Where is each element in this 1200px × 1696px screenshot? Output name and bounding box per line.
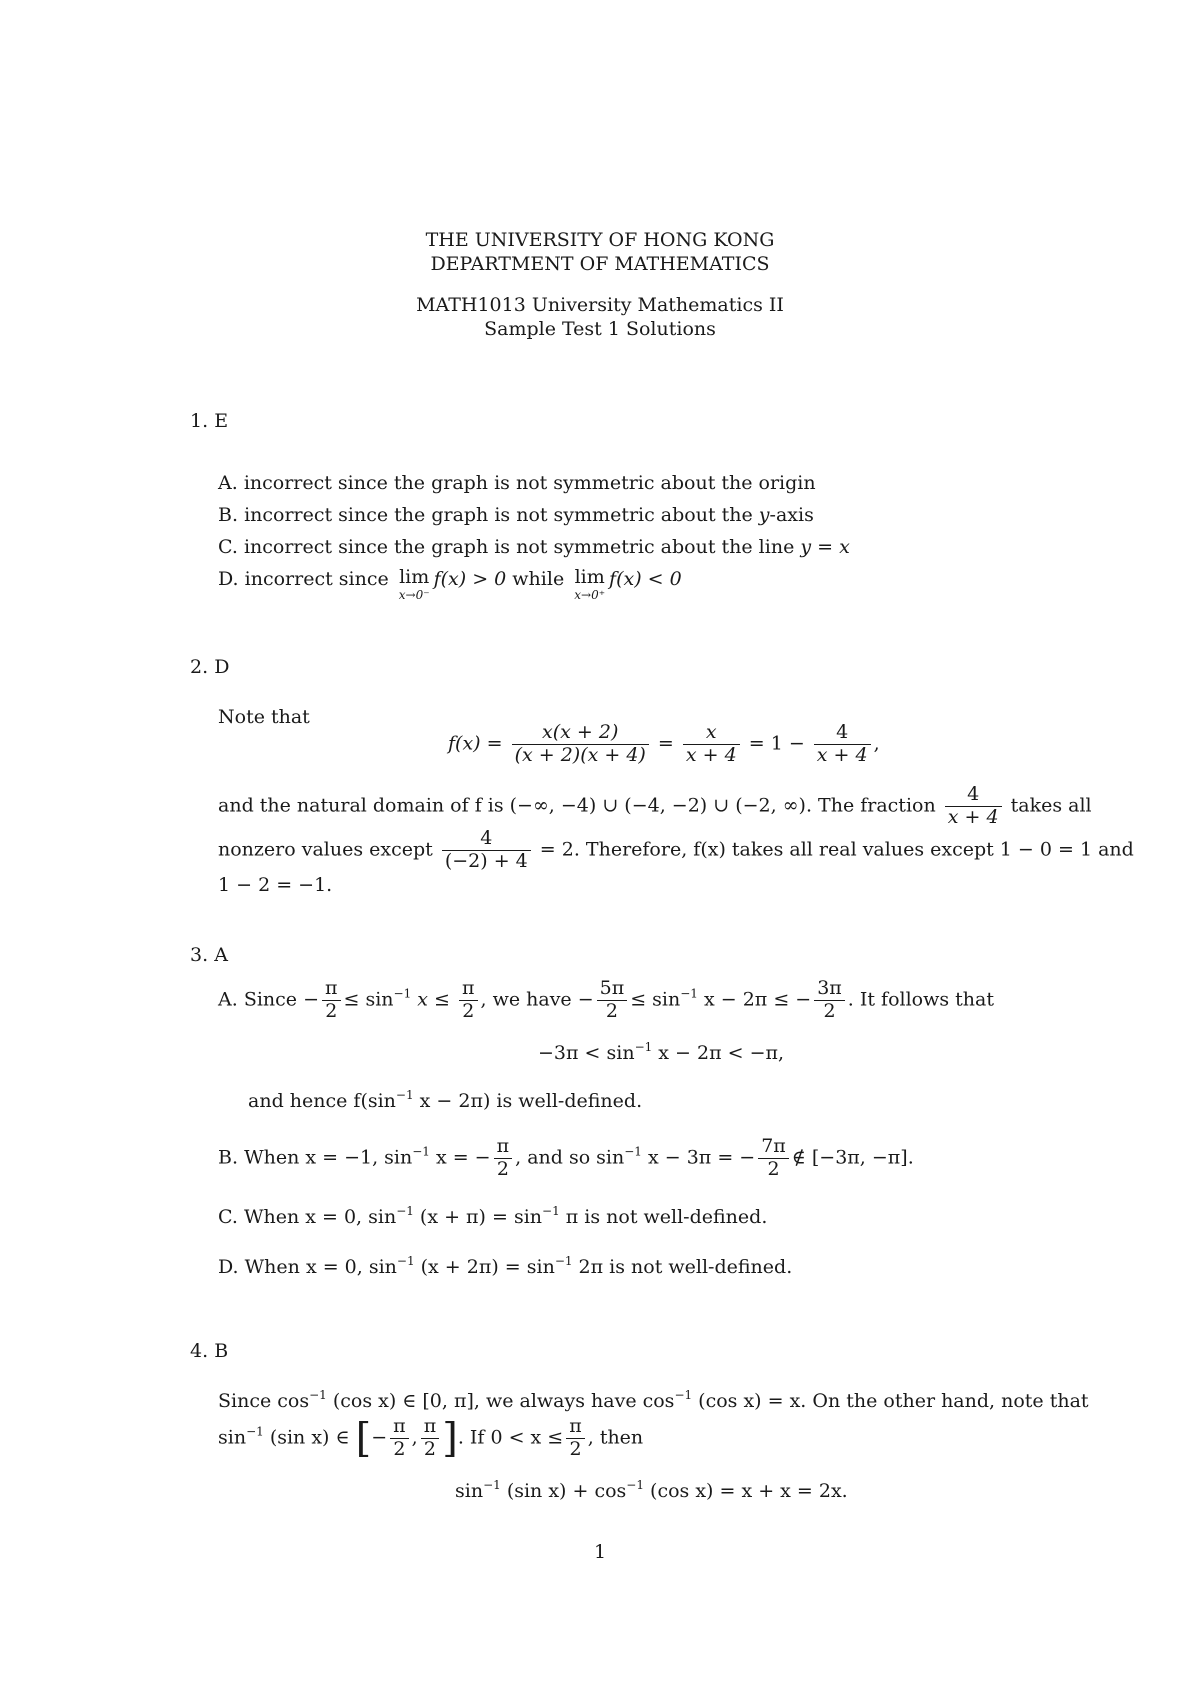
fraction: $\frac{7\pi}{2}$ bbox=[758, 1136, 789, 1181]
q2-text: and the natural domain of f is (−∞, −4) ∪ (−4, −2) ∪ (−2, ∞). The fraction bbox=[218, 794, 936, 817]
q1-item-a bbox=[218, 472, 816, 494]
item-text: incorrect since the graph is not symmetric about the line bbox=[243, 536, 801, 558]
question-3-heading bbox=[190, 944, 228, 966]
fraction: $\frac{4}{x + 4}$ bbox=[945, 784, 1002, 829]
limit-left: lim x→0⁻ bbox=[398, 566, 430, 602]
q4-line-1: Since $\cos^{-1} (\cos$ x) ∈ [0, π], we always have $\cos^{-1} (\cos$ x) = x. On the other hand, note that bbox=[218, 1388, 1089, 1412]
limit-condition: f(x) < 0 bbox=[609, 568, 682, 590]
question-4-heading bbox=[190, 1340, 228, 1362]
question-number: 1. bbox=[190, 410, 209, 432]
item-label: A. bbox=[218, 988, 238, 1011]
limit-subscript: x→0⁻ bbox=[398, 588, 430, 602]
q4-line-2: $\sin^{-1} (\sin$ x) ∈ [− $\frac{\pi}{2}$ , $\frac{\pi}{2}$ ]. If 0 < x ≤ $\frac{\pi}{2}$ , then bbox=[218, 1415, 644, 1462]
q1-item-d bbox=[218, 568, 682, 601]
q1-item-b bbox=[218, 504, 814, 526]
question-number: 4. bbox=[190, 1340, 209, 1362]
fraction: $\frac{\pi}{2}$ bbox=[566, 1416, 585, 1461]
department-name: DEPARTMENT OF MATHEMATICS bbox=[430, 253, 770, 275]
q2-text: nonzero values except bbox=[218, 838, 433, 861]
fraction: $\frac{\pi}{2}$ bbox=[390, 1416, 409, 1461]
question-2-heading bbox=[190, 656, 229, 678]
question-answer: B bbox=[214, 1340, 229, 1362]
q2-line-1 bbox=[218, 784, 1092, 829]
item-label: D. bbox=[218, 1256, 239, 1278]
q2-intro: Note that bbox=[218, 706, 310, 728]
q1-item-c bbox=[218, 536, 850, 558]
item-label: A. bbox=[218, 472, 238, 494]
item-text: incorrect since bbox=[244, 568, 389, 590]
course-title: MATH1013 University Mathematics II bbox=[416, 294, 784, 316]
q3-display-inequality: $-3\pi < \sin^{-1} x - 2\pi < -\pi$, bbox=[538, 1040, 785, 1064]
q3-item-d: D. When x = 0, $\sin^{-1} (x + 2\pi) = \sin^{-1} 2\pi$ is not well-defined. bbox=[218, 1254, 793, 1278]
fraction: $\frac{x(x + 2)}{(x + 2)(x + 4)}$ bbox=[512, 722, 649, 767]
university-name: THE UNIVERSITY OF HONG KONG bbox=[425, 229, 775, 251]
item-label: D. bbox=[218, 568, 239, 590]
item-label: C. bbox=[218, 1206, 238, 1228]
q4-display-equation: $\sin^{-1} (\sin$ $x) + \cos^{-1} (\cos$ x) = x + x = 2x. bbox=[455, 1478, 848, 1502]
fraction: $\frac{4}{(-2) + 4}$ bbox=[442, 828, 531, 873]
question-answer: D bbox=[214, 656, 230, 678]
fraction: $\frac{5\pi}{2}$ bbox=[597, 978, 628, 1023]
question-number: 3. bbox=[190, 944, 209, 966]
q2-line-2 bbox=[218, 828, 1134, 873]
q2-text: = 2. Therefore, f(x) takes all real values except 1 − 0 = 1 and bbox=[539, 838, 1134, 861]
limit-right: lim x→0⁺ bbox=[574, 566, 606, 602]
item-label: C. bbox=[218, 536, 238, 558]
fraction: $\frac{\pi}{2}$ bbox=[494, 1136, 513, 1181]
fraction: $\frac{4}{x + 4}$ bbox=[814, 722, 871, 767]
item-connector: while bbox=[512, 568, 565, 590]
page-number: 1 bbox=[593, 1541, 607, 1563]
fraction: $\frac{3\pi}{2}$ bbox=[814, 978, 845, 1023]
q2-text: takes all bbox=[1010, 794, 1092, 817]
equation-rhs: = 1 − bbox=[748, 732, 805, 755]
q2-line-3: 1 − 2 = −1. bbox=[218, 874, 333, 896]
q3-item-a: A. Since − $\frac{\pi}{2}$ ≤ $\sin^{-1} x$ ≤ $\frac{\pi}{2}$ , we have − $\frac{5\pi}{2}$ ≤ $\sin^{-1} x - 2\pi$ ≤ − $\frac{3\pi}{2}$ . It follows that bbox=[218, 977, 994, 1022]
question-answer: A bbox=[214, 944, 228, 966]
item-text-after: -axis bbox=[769, 504, 814, 526]
item-text: incorrect since the graph is not symmetric about the origin bbox=[243, 472, 816, 494]
item-text: incorrect since the graph is not symmetric about the bbox=[244, 504, 759, 526]
question-answer: E bbox=[214, 410, 229, 432]
document-title: Sample Test 1 Solutions bbox=[484, 318, 716, 340]
limit-condition: f(x) > 0 bbox=[433, 568, 507, 590]
item-label: B. bbox=[218, 504, 239, 526]
question-1-heading bbox=[190, 410, 228, 432]
q3-item-a-conclusion: and hence $f(\sin^{-1}$ x − 2π) is well-defined. bbox=[248, 1088, 643, 1112]
fraction: $\frac{\pi}{2}$ bbox=[421, 1416, 440, 1461]
fraction: $\frac{\pi}{2}$ bbox=[322, 978, 341, 1023]
item-label: B. bbox=[218, 1146, 239, 1169]
equation-lhs: f(x) = bbox=[448, 732, 503, 755]
q3-item-b: B. When x = −1, $\sin^{-1} x$ = − $\frac{\pi}{2}$ , and so $\sin^{-1} x - 3\pi$ = − $\frac{7\pi}{2}$ ∉ [−3π, −π]. bbox=[218, 1135, 914, 1180]
q2-display-equation: f(x) = $\frac{x(x + 2)}{(x + 2)(x + 4)}$ = $\frac{x}{x + 4}$ = 1 − $\frac{4}{x + 4}$ , bbox=[448, 721, 880, 766]
question-number: 2. bbox=[190, 656, 209, 678]
fraction: $\frac{\pi}{2}$ bbox=[459, 978, 478, 1023]
q3-item-c: C. When x = 0, $\sin^{-1} (x + \pi) = \sin^{-1} \pi$ is not well-defined. bbox=[218, 1204, 768, 1228]
item-equation: y = x bbox=[800, 536, 850, 558]
limit-subscript: x→0⁺ bbox=[574, 588, 606, 602]
fraction: $\frac{x}{x + 4}$ bbox=[683, 722, 740, 767]
item-var: y bbox=[758, 504, 770, 526]
